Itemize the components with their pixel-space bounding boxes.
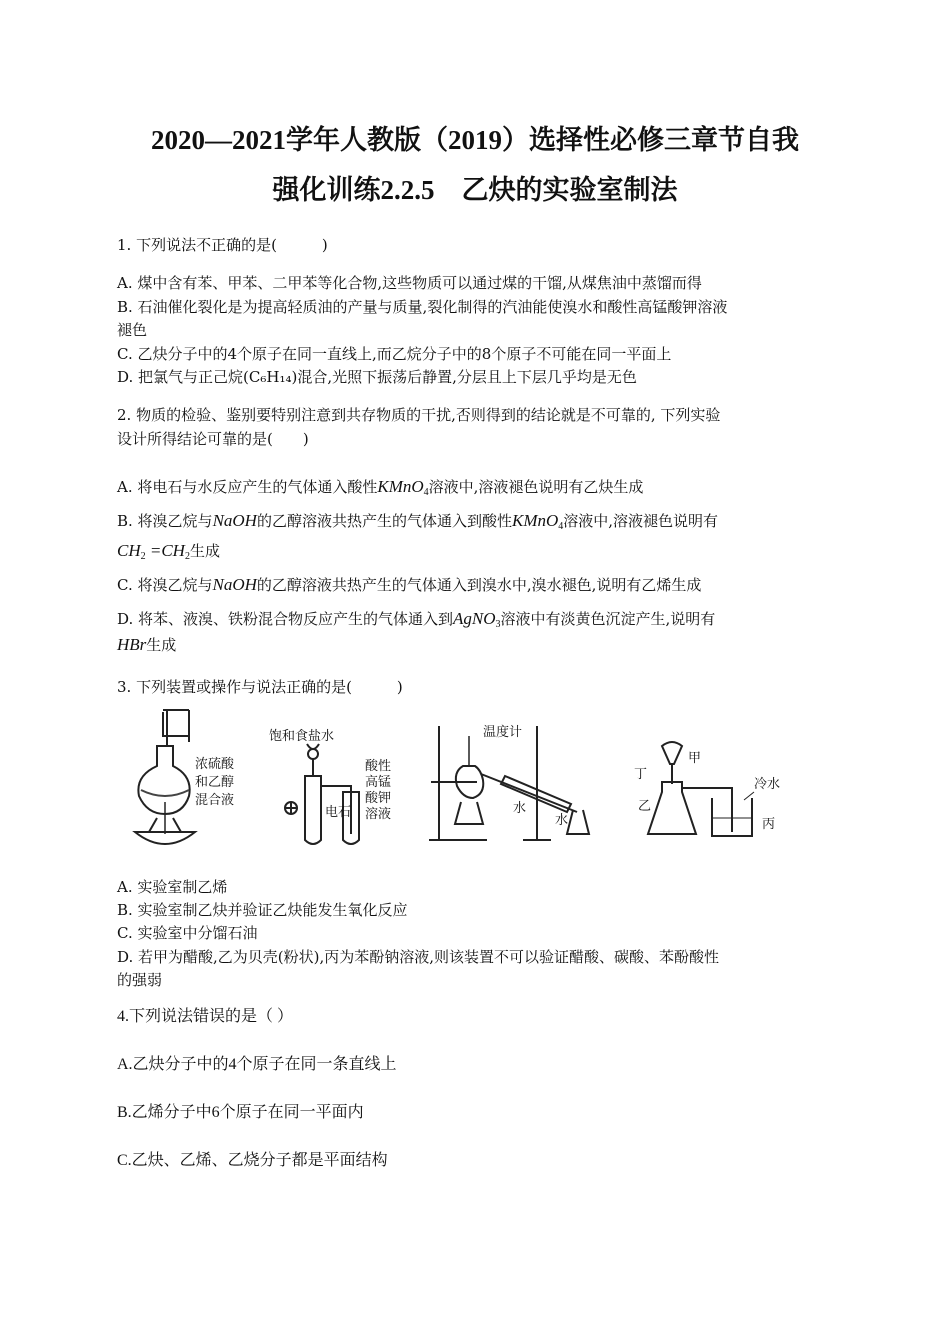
fig4-ding-label: 丁 [634, 767, 648, 782]
q2-a-text-1: A. 将电石与水反应产生的气体通入酸性 [117, 478, 378, 496]
q3-option-b: B. 实验室制乙炔并验证乙炔能发生氧化反应 [117, 901, 408, 919]
q3-stem: 3. 下列装置或操作与说法正确的是( ) [117, 678, 403, 696]
fig4-bing-label: 丙 [762, 817, 776, 832]
figure-ethylene-apparatus [127, 706, 257, 851]
fig2-top-label: 饱和食盐水 [269, 729, 335, 744]
q2-stem-cont: 设计所得结论可靠的是( ) [117, 430, 309, 448]
formula-kmno4: KMnO$_4$ [377, 477, 429, 498]
q3-option-d: D. 若甲为醋酸,乙为贝壳(粉状),丙为苯酚钠溶液,则该装置不可以验证醋酸、碳酸、苯酚酸性 [117, 948, 720, 966]
formula-naoh: NaOH [212, 575, 257, 594]
formula-ethylene: $CH_2 =CH_2$ [117, 541, 190, 562]
q4-option-a: A.乙炔分子中的4个原子在同一条直线上 [117, 1056, 397, 1073]
figure-acetylene-apparatus [267, 706, 417, 851]
q3-option-a: A. 实验室制乙烯 [117, 878, 228, 896]
fig4-jia-label: 甲 [688, 751, 702, 766]
q1-option-a: A. 煤中含有苯、甲苯、二甲苯等化合物,这些物质可以通过煤的干馏,从煤焦油中蒸馏而得 [117, 274, 702, 292]
formula-hbr: HBr [117, 635, 147, 654]
q4-option-c: C.乙炔、乙烯、乙烧分子都是平面结构 [117, 1152, 388, 1169]
q1-option-b-cont: 褪色 [117, 321, 148, 339]
q1-option-b: B. 石油催化裂化是为提高轻质油的产量与质量,裂化制得的汽油能使溴水和酸性高锰酸钾溶液 [117, 298, 728, 316]
figure-distillation-apparatus [427, 706, 607, 851]
q2-option-c: C. 将溴乙烷与NaOH的乙醇溶液共热产生的气体通入到溴水中,溴水褪色,说明有乙烯生成 [117, 575, 702, 594]
q2-option-d: D. 将苯、液溴、铁粉混合物反应产生的气体通入到AgNO$_3$溶液中有淡黄色沉淀产生,说明有 [117, 609, 716, 630]
fig1-label-3: 混合液 [195, 793, 235, 808]
q1-option-c: C. 乙炔分子中的4个原子在同一直线上,而乙烷分子中的8个原子不可能在同一平面上 [117, 345, 672, 363]
q2-option-a [117, 476, 837, 504]
q2-a-text-2: 溶液中,溶液褪色说明有乙炔生成 [428, 478, 644, 496]
q4-option-b: B.乙烯分子中6个原子在同一平面内 [117, 1104, 364, 1121]
fig4-yi-label: 乙 [638, 799, 652, 814]
formula-kmno4: KMnO$_4$ [511, 511, 564, 532]
q1-stem: 1. 下列说法不正确的是( ) [117, 236, 328, 254]
fig2-right-label-4: 溶液 [365, 807, 392, 822]
q2-option-b-cont: $CH_2 =CH_2$生成 [117, 541, 220, 562]
fig3-water-label-1: 水 [513, 801, 527, 816]
fig3-thermometer-label: 温度计 [483, 725, 523, 740]
fig2-right-label-2: 高锰 [365, 775, 392, 790]
fig2-right-label-1: 酸性 [365, 759, 392, 774]
q1-option-d: D. 把氯气与正己烷(C₆H₁₄)混合,光照下振荡后静置,分层且上下层几乎均是无色 [117, 368, 637, 386]
q2-option-b: B. 将溴乙烷与NaOH的乙醇溶液共热产生的气体通入到酸性KMnO$_4$溶液中,溶液褪色说明有 [117, 511, 719, 532]
formula-naoh: NaOH [212, 511, 257, 530]
q2-option-d-cont: HBr生成 [117, 635, 177, 654]
figure-acidity-apparatus [632, 706, 812, 851]
q3-option-d-cont: 的强弱 [117, 971, 163, 989]
q4-stem: 4.下列说法错误的是（ ） [117, 1008, 294, 1025]
fig2-stone-label: 电石 [325, 805, 352, 820]
q3-option-c: C. 实验室中分馏石油 [117, 924, 258, 942]
fig1-label-1: 浓硫酸 [195, 757, 235, 772]
fig3-water-label-2: 水 [555, 813, 569, 828]
fig2-right-label-3: 酸钾 [365, 791, 392, 806]
formula-agno3: AgNO$_3$ [453, 609, 501, 630]
page-title-line-1: 2020—2021学年人教版（2019）选择性必修三章节自我 [151, 125, 799, 155]
page-title-line-2: 强化训练2.2.5 乙炔的实验室制法 [272, 175, 678, 205]
fig1-label-2: 和乙醇 [195, 775, 235, 790]
q2-stem: 2. 物质的检验、鉴别要特别注意到共存物质的干扰,否则得到的结论就是不可靠的, 下列实验 [117, 406, 721, 424]
q3-apparatus-figures [117, 706, 837, 856]
fig4-cold-water-label: 冷水 [754, 777, 781, 792]
